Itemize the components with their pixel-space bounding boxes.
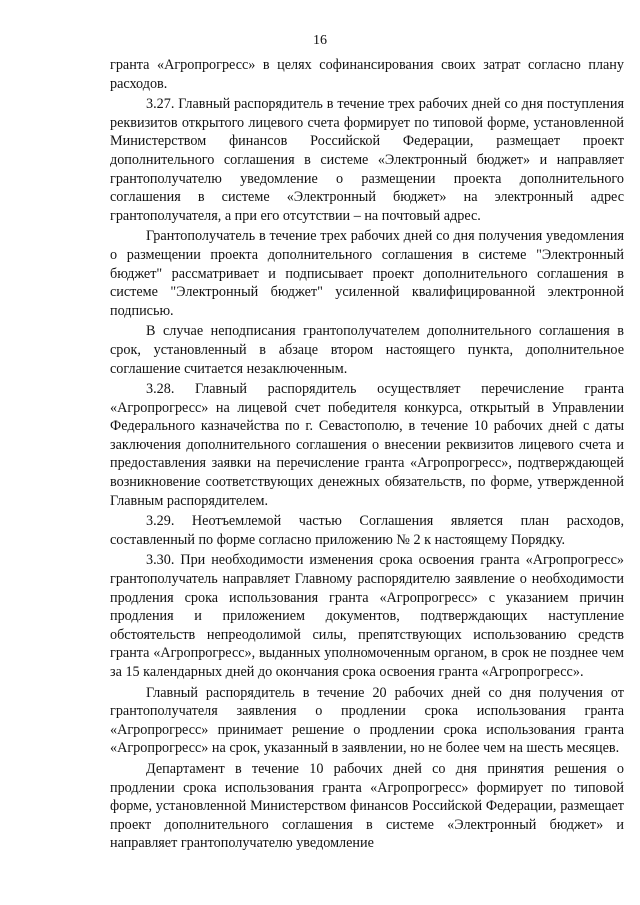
paragraph-3-28: 3.28. Главный распорядитель осуществляет перечисление гранта «Агропрогресс» на лицевой счет победителя конкурса, открытый в Управлении Федерального казначейства по г. Севастополю, в течение 10 рабочих дней с даты заключения дополнительного соглашения о внесении реквизитов лицевого счета и предоставления заявки на перечисление гранта «Агропрогресс», подтверждающей возникновение соответствующих денежных обязательств, по форме, утвержденной Главным распорядителем. <box>110 381 624 509</box>
paragraph-continuation: гранта «Агропрогресс» в целях софинансирования своих затрат согласно плану расходов. <box>110 57 624 92</box>
paragraph-3-30: 3.30. При необходимости изменения срока освоения гранта «Агропрогресс» грантополучатель направляет Главному распорядителю заявление о необходимости продления срока использования гранта «Агропрогресс» с указанием причин продления и приложением документов, подтверждающих наступление обстоятельств непреодолимой силы, препятствующих использованию средств гранта «Агропрогресс», выданных уполномоченным органом, в срок не позднее чем за 15 календарных дней до окончания срока освоения гранта «Агропрогресс». <box>110 552 624 680</box>
paragraph-extension-decision: Главный распорядитель в течение 20 рабочих дней со дня получения от грантополучателя заявления о продлении срока использования гранта «Агропрогресс» принимает решение о продлении срока использования гранта «Агропрогресс» на срок, указанный в заявлении, но не более чем на шесть месяцев. <box>110 684 624 757</box>
page-number: 16 <box>313 33 327 48</box>
paragraph-3-29: 3.29. Неотъемлемой частью Соглашения является план расходов, составленный по форме согласно приложению № 2 к настоящему Порядку. <box>110 513 624 548</box>
paragraph-signing-procedure: Грантополучатель в течение трех рабочих дней со дня получения уведомления о размещении проекта дополнительного соглашения в системе "Электронный бюджет" рассматривает и подписывает проект дополнительного соглашения в системе "Электронный бюджет" усиленной квалифицированной электронной подписью. <box>110 228 624 319</box>
paragraph-department-notice: Департамент в течение 10 рабочих дней со дня принятия решения о продлении срока использования гранта «Агропрогресс» формирует по типовой форме, установленной Министерством финансов Российской Федерации, размещает проект дополнительного соглашения в системе «Электронный бюджет» и направляет грантополучателю уведомление <box>110 760 624 852</box>
document-body <box>110 56 624 855</box>
paragraph-3-27: 3.27. Главный распорядитель в течение трех рабочих дней со дня поступления реквизитов открытого лицевого счета формирует по типовой форме, установленной Министерством финансов Российской Федерации, размещает проект дополнительного соглашения в системе «Электронный бюджет» и направляет грантополучателю уведомление о размещении проекта дополнительного соглашения в системе «Электронный бюджет» на электронный адрес грантополучателя, а при его отсутствии – на почтовый адрес. <box>110 96 624 224</box>
paragraph-non-signing: В случае неподписания грантополучателем дополнительного соглашения в срок, установленный в абзаце втором настоящего пункта, дополнительное соглашение считается незаключенным. <box>110 323 624 377</box>
